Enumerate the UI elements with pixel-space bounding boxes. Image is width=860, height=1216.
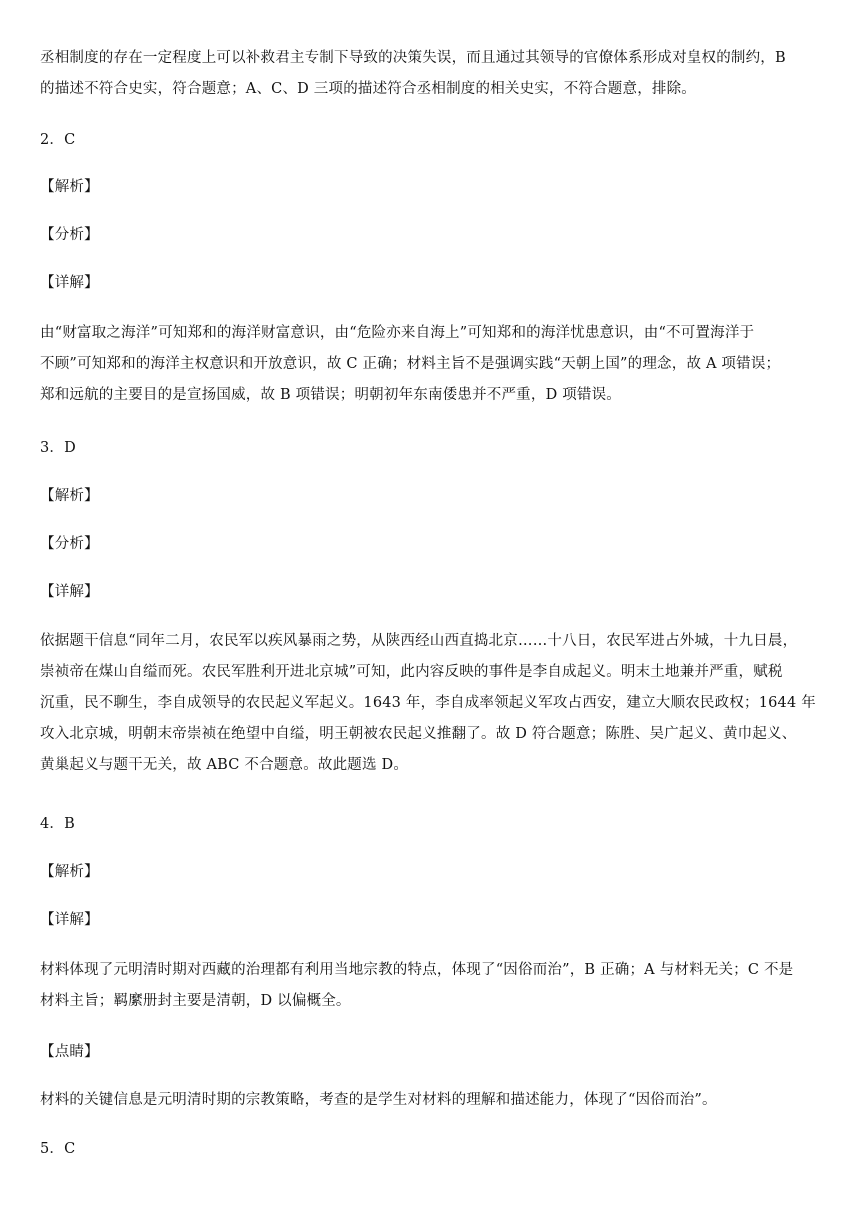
heading-text: 【解析】 [40, 179, 99, 195]
paragraph-q3-explanation [40, 626, 824, 781]
answer-q2 [40, 125, 824, 156]
text-line: 崇祯帝在煤山自缢而死。农民军胜利开进北京城”可知，此内容反映的事件是李自成起义。明末土地兼并严重，赋税 [40, 664, 783, 680]
section-heading-xiangjie [40, 268, 824, 299]
answer-label: 3．D [40, 440, 76, 456]
heading-text: 【详解】 [40, 584, 99, 600]
text-line: 由“财富取之海洋”可知郑和的海洋财富意识，由“危险亦来自海上”可知郑和的海洋忧患意识，由“不可置海洋于 [40, 325, 755, 341]
text-line: 材料体现了元明清时期对西藏的治理都有利用当地宗教的特点，体现了“因俗而治”，B 正确；A 与材料无关；C 不是 [40, 962, 794, 978]
heading-text: 【解析】 [40, 864, 99, 880]
text-line: 材料的关键信息是元明清时期的宗教策略，考查的是学生对材料的理解和描述能力，体现了“因俗而治”。 [40, 1092, 717, 1108]
answer-label: 4．B [40, 816, 75, 832]
text-line: 沉重，民不聊生，李自成领导的农民起义军起义。1643 年，李自成率领起义军攻占西安，建立大顺农民政权；1644 年 [40, 695, 816, 711]
heading-text: 【详解】 [40, 275, 99, 291]
heading-text: 【分析】 [40, 227, 99, 243]
answer-label: 5．C [40, 1141, 76, 1157]
text-line: 攻入北京城，明朝末帝崇祯在绝望中自缢，明王朝被农民起义推翻了。故 D 符合题意；陈胜、吴广起义、黄巾起义、 [40, 726, 797, 742]
section-heading-dianjing [40, 1037, 824, 1068]
section-heading-xiangjie [40, 577, 824, 608]
section-heading-jiexi [40, 481, 824, 512]
section-heading-jiexi [40, 172, 824, 203]
text-line: 不顾”可知郑和的海洋主权意识和开放意识，故 C 正确；材料主旨不是强调实践“天朝上国”的理念，故 A 项错误； [40, 356, 781, 372]
text-line: 黄巢起义与题干无关，故 ABC 不合题意。故此题选 D。 [40, 757, 409, 773]
paragraph-q4-explanation [40, 955, 824, 1017]
section-heading-jiexi [40, 857, 824, 888]
answer-q5 [40, 1134, 824, 1165]
section-heading-xiangjie [40, 905, 824, 936]
answer-q3 [40, 433, 824, 464]
paragraph-q4-dianjing [40, 1085, 824, 1116]
text-line: 的描述不符合史实，符合题意；A、C、D 三项的描述符合丞相制度的相关史实，不符合题意，排除。 [40, 81, 696, 97]
text-line: 郑和远航的主要目的是宣扬国威，故 B 项错误；明朝初年东南倭患并不严重，D 项错误。 [40, 387, 622, 403]
paragraph-q1-conclusion [40, 43, 824, 105]
text-line: 丞相制度的存在一定程度上可以补救君主专制下导致的决策失误，而且通过其领导的官僚体系形成对皇权的制约，B [40, 50, 786, 66]
section-heading-fenxi [40, 529, 824, 560]
heading-text: 【点睛】 [40, 1044, 99, 1060]
paragraph-q2-explanation [40, 318, 824, 411]
heading-text: 【解析】 [40, 488, 99, 504]
text-line: 材料主旨；羁縻册封主要是清朝，D 以偏概全。 [40, 993, 351, 1009]
text-line: 依据题干信息“同年二月，农民军以疾风暴雨之势，从陕西经山西直捣北京……十八日，农民军进占外城，十九日晨， [40, 633, 798, 649]
heading-text: 【详解】 [40, 912, 99, 928]
section-heading-fenxi [40, 220, 824, 251]
answer-q4 [40, 809, 824, 840]
answer-label: 2．C [40, 132, 76, 148]
heading-text: 【分析】 [40, 536, 99, 552]
